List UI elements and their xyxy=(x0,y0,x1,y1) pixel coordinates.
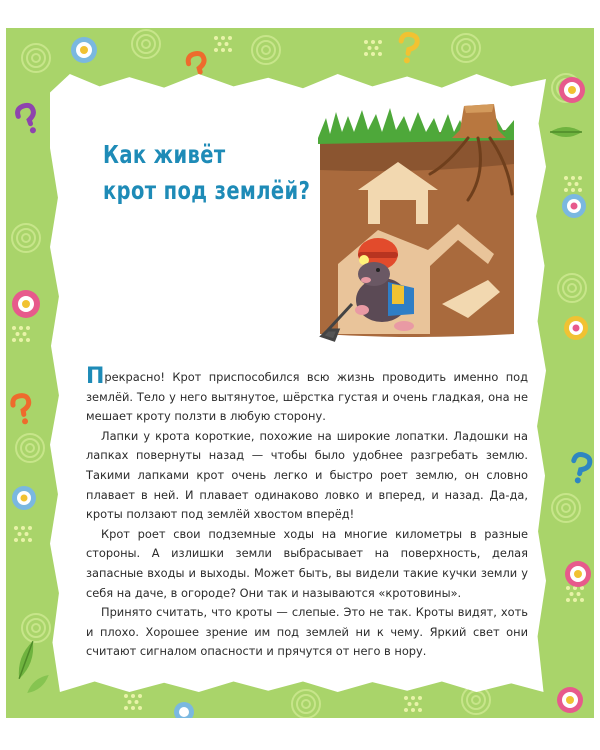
question-mark-icon xyxy=(12,394,33,425)
flower-icon xyxy=(557,687,583,713)
leaf-icon xyxy=(14,639,37,680)
title-line-2: крот под землёй? xyxy=(103,176,311,205)
mole-burrow-illustration xyxy=(318,104,516,342)
page-title xyxy=(103,137,311,209)
question-mark-icon xyxy=(16,103,41,136)
flower-icon xyxy=(559,77,585,103)
paragraph-4: Принято считать, что кроты — слепые. Это не так. Кроты видят, хоть и плохо. Хорошее зрение им под землей ни к чему. Яркий свет они считают сигналом опасности и прячутся от него в нору. xyxy=(86,605,528,659)
paragraph-3: Крот роет свои подземные ходы на многие километры в разные стороны. А излишки земли выбрасывает на поверхность, делая запасные входы и выходы. Может быть, вы видели такие кучки земли у себя на даче, в огороде? Они так и называются «кротовины». xyxy=(86,526,528,600)
paragraph-1: Прекрасно! Крот приспособился всю жизнь проводить именно под землёй. Тело у него вытянутое, шёрстка густая и очень гладкая, она не мешает кроту ползти в любую сторону. xyxy=(86,364,528,424)
flower-icon xyxy=(12,290,40,318)
article-body xyxy=(86,364,528,662)
flower-icon xyxy=(12,486,36,510)
question-mark-icon xyxy=(397,33,418,64)
flower-icon xyxy=(562,194,586,218)
paragraph-2: Лапки у крота короткие, похожие на широкие лопатки. Ладошки на лапках повернуты назад — чтобы было удобнее разгребать землю. Такими лапками крот очень легко и быстро роет землю, он словно плавает в ней. И плавает одинаково ловко и вперед, и назад. Да-да, кроты ползают под землёй хвостом вперёд! xyxy=(86,428,528,522)
leaf-icon xyxy=(550,127,582,137)
question-mark-icon xyxy=(568,453,591,485)
title-line-1: Как живёт xyxy=(103,140,226,169)
leaf-icon xyxy=(25,672,52,696)
drop-cap: П xyxy=(86,364,105,389)
flower-icon xyxy=(174,702,194,718)
flower-icon xyxy=(564,316,588,340)
flower-icon xyxy=(565,561,591,587)
flower-icon xyxy=(71,37,97,63)
